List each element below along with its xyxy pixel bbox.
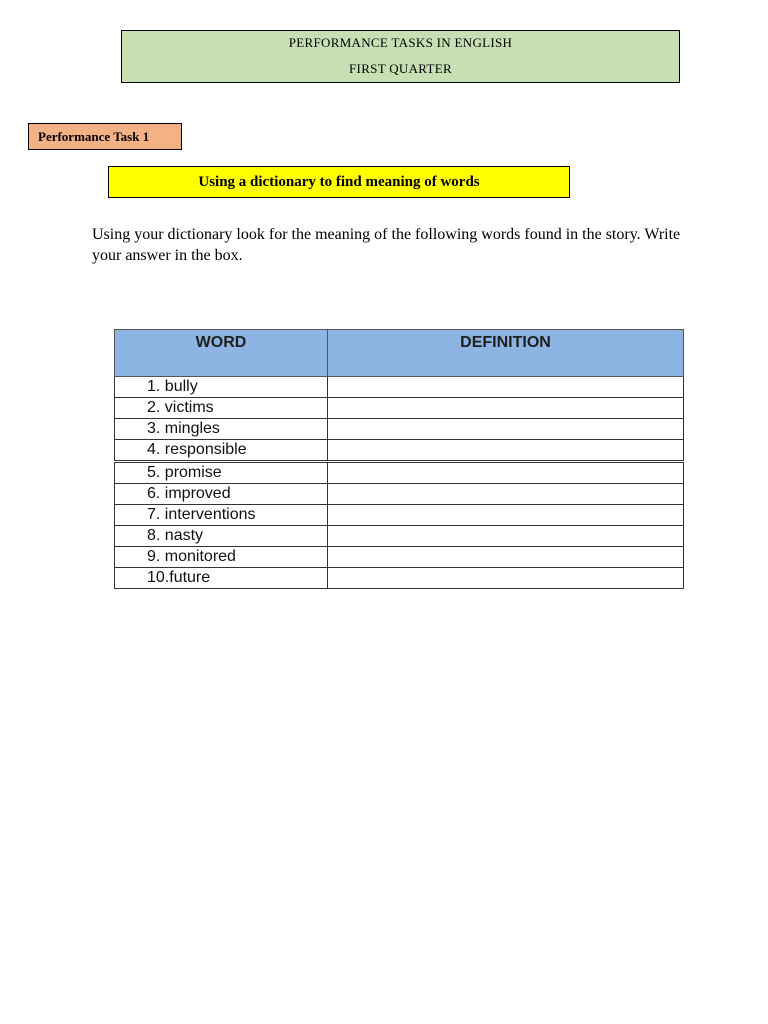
definition-cell[interactable] bbox=[328, 398, 684, 419]
word-cell: 3. mingles bbox=[115, 419, 328, 440]
word-cell: 6. improved bbox=[115, 484, 328, 505]
word-cell: 2. victims bbox=[115, 398, 328, 419]
task-label: Performance Task 1 bbox=[28, 123, 182, 150]
vocabulary-table bbox=[114, 329, 684, 589]
table-row bbox=[115, 440, 684, 462]
task-title: Using a dictionary to find meaning of words bbox=[108, 166, 570, 198]
definition-cell[interactable] bbox=[328, 419, 684, 440]
table-row bbox=[115, 484, 684, 505]
table-row bbox=[115, 419, 684, 440]
header-title: PERFORMANCE TASKS IN ENGLISH bbox=[288, 35, 513, 50]
table-row bbox=[115, 526, 684, 547]
definition-cell[interactable] bbox=[328, 440, 684, 462]
definition-cell[interactable] bbox=[328, 547, 684, 568]
table-row bbox=[115, 462, 684, 484]
word-cell: 4. responsible bbox=[115, 440, 328, 462]
definition-cell[interactable] bbox=[328, 484, 684, 505]
definition-cell[interactable] bbox=[328, 568, 684, 589]
instructions: Using your dictionary look for the meaning of the following words found in the story. Write your answer in the box. bbox=[92, 226, 681, 264]
table-row bbox=[115, 547, 684, 568]
table-row bbox=[115, 398, 684, 419]
word-cell: 10.future bbox=[115, 568, 328, 589]
definition-cell[interactable] bbox=[328, 526, 684, 547]
definition-cell[interactable] bbox=[328, 377, 684, 398]
definition-cell[interactable] bbox=[328, 505, 684, 526]
definition-column-header: DEFINITION bbox=[328, 330, 684, 377]
word-cell: 9. monitored bbox=[115, 547, 328, 568]
table-row bbox=[115, 505, 684, 526]
word-cell: 5. promise bbox=[115, 462, 328, 484]
word-cell: 8. nasty bbox=[115, 526, 328, 547]
table-header-row bbox=[115, 330, 684, 377]
header-subtitle: FIRST QUARTER bbox=[349, 61, 452, 76]
document-header bbox=[121, 30, 680, 83]
word-column-header: WORD bbox=[115, 330, 328, 377]
word-cell: 7. interventions bbox=[115, 505, 328, 526]
table-row bbox=[115, 377, 684, 398]
table-row bbox=[115, 568, 684, 589]
word-cell: 1. bully bbox=[115, 377, 328, 398]
definition-cell[interactable] bbox=[328, 462, 684, 484]
